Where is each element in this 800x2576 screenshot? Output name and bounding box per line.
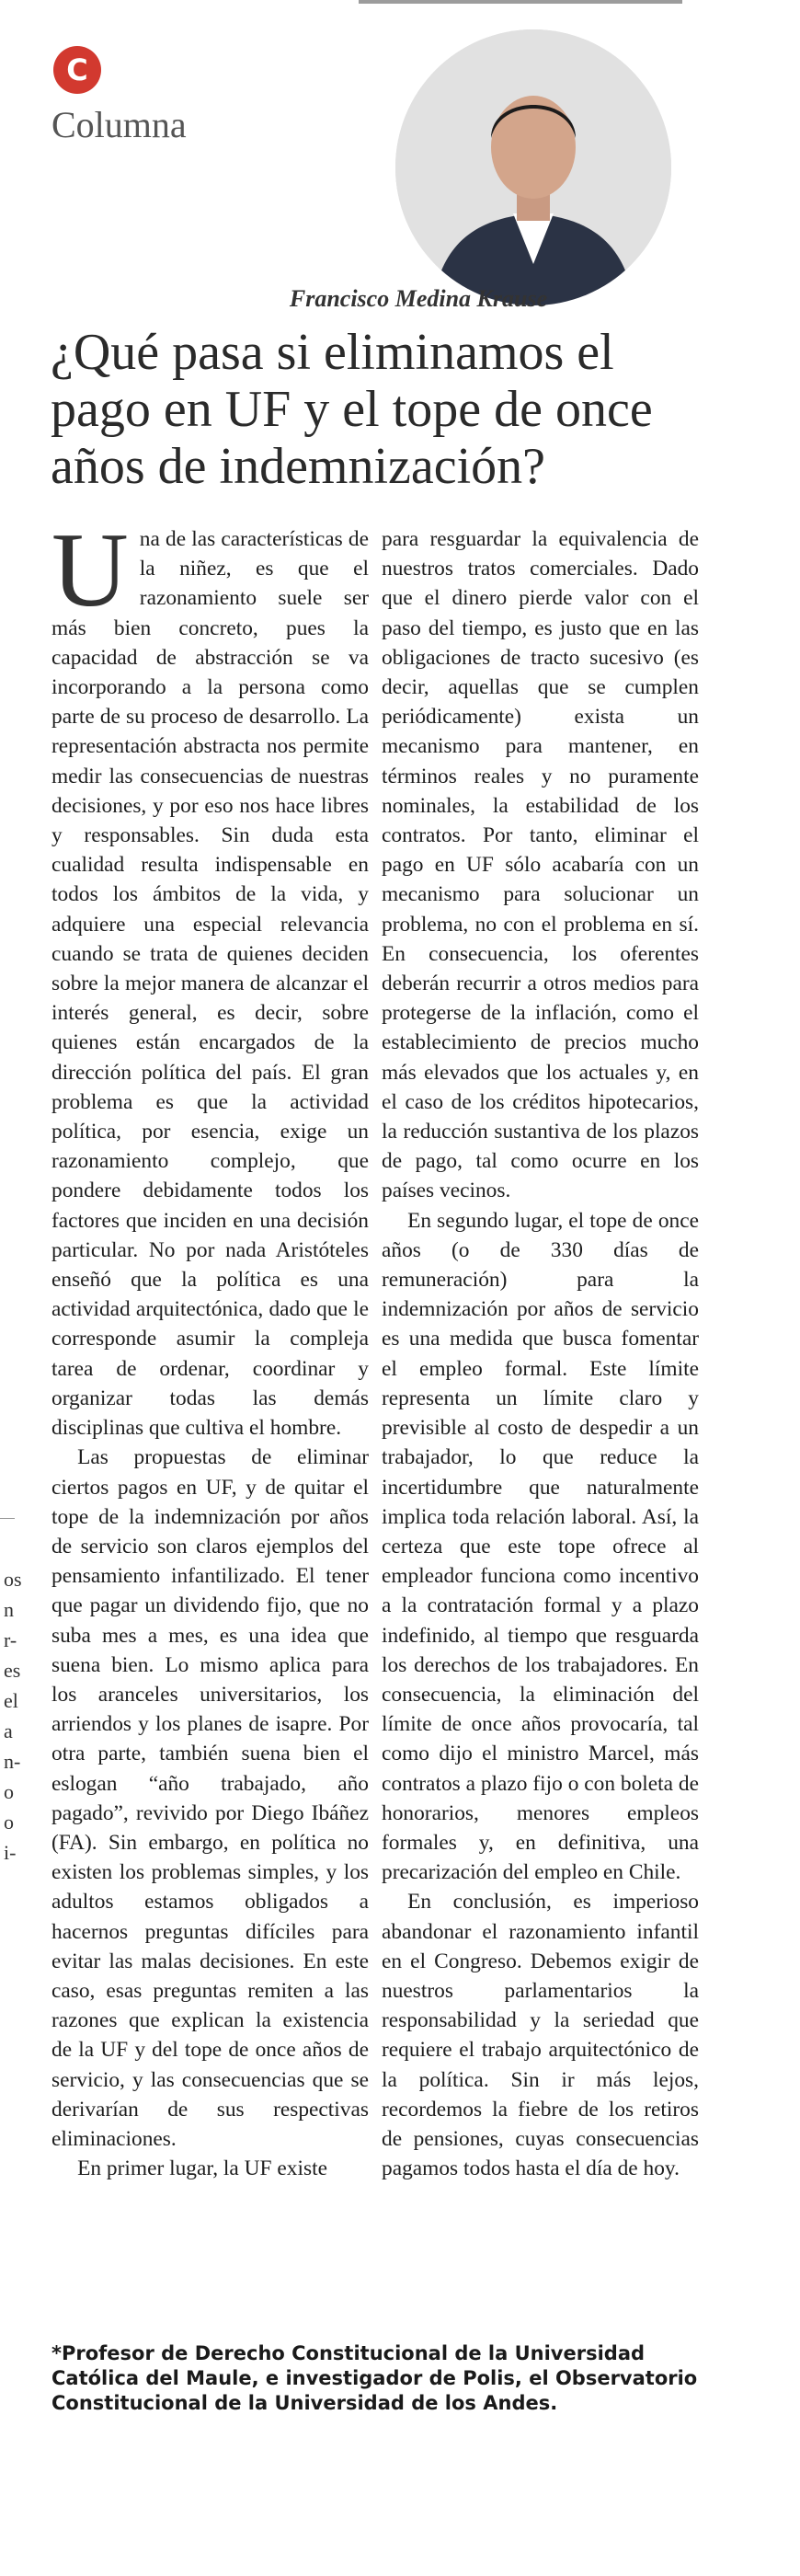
drop-cap: U	[51, 512, 129, 629]
edge-fragment: i-	[4, 1841, 17, 1864]
paragraph: Las propuestas de eliminar ciertos pagos en UF, y de quitar el tope de la indemnización por años de servicio son claros ejemplos del pensamiento infantilizado. El tener que pagar un dividendo fijo, que no suba mes a mes, es una idea que suena bien. Lo mismo aplica para los aranceles universitarios, los arriendos y los planes de isapre. Por otra parte, también suena bien el eslogan “año trabajado, año pagado”, revivido por Diego Ibáñez (FA). Sin embargo, en política no existen los problemas simples, y los adultos estamos obligados a hacernos preguntas difíciles para evitar las malas decisiones. En este caso, esas preguntas remiten a las razones que explican la existencia de la UF y del tope de once años de servicio, y las consecuencias que se derivarían de sus respectivas eliminaciones.	[51, 1445, 369, 2151]
edge-fragment: os	[4, 1568, 22, 1591]
author-photo	[395, 29, 671, 305]
section-label: Columna	[51, 104, 187, 145]
paragraph: En conclusión, es imperioso abandonar el razonamiento infantil en el Congreso. Debemos exigir de nuestros parlamentarios la responsabilidad y la seriedad que requiere el trabajo arquitectónico de la política. Sin ir más lejos, recordemos la fiebre de los retiros de pensiones, cuyas consecuencias pagamos todos hasta el día de hoy.	[382, 1890, 699, 2181]
edge-fragment: n	[4, 1598, 14, 1621]
paragraph: En segundo lugar, el tope de once años (o de 330 días de remuneración) para la indemnización por años de servicio es una medida que busca fomentar el empleo formal. Este límite representa un límite claro y previsible al costo de despedir a un trabajador, lo que reduce la incertidumbre que naturalmente implica toda relación laboral. Así, la certeza que este tope ofrece al empleador funciona como incentivo a la contratación formal y a plazo indefinido, al tiempo que resguarda los derechos de los trabajadores. En consecuencia, la eliminación del límite de once años provocaría, tal como dijo el ministro Marcel, más contratos a plazo fijo o con boleta de honorarios, menores empleos formales y, en definitiva, una precarización del empleo en Chile.	[382, 1208, 699, 1885]
edge-rule	[0, 1518, 15, 1519]
author-footnote: *Profesor de Derecho Constitucional de la Universidad Católica del Maule, e investigador de Polis, el Observatorio Constitucional de la Universidad de los Andes.	[51, 2342, 698, 2414]
column-badge: C	[53, 46, 101, 94]
body-column-right	[382, 524, 699, 2183]
edge-fragment: a	[4, 1719, 13, 1742]
author-byline: Francisco Medina Krause	[289, 285, 548, 312]
paragraph: En primer lugar, la UF existe	[77, 2156, 327, 2181]
top-rule	[359, 0, 682, 4]
edge-fragment: es	[4, 1659, 21, 1682]
edge-fragment: r-	[4, 1628, 17, 1651]
adjacent-column-fragments	[4, 1564, 22, 1868]
body-column-left	[51, 512, 369, 2183]
edge-fragment: n-	[4, 1750, 21, 1773]
paragraph: para resguardar la equivalencia de nuestros tratos comerciales. Dado que el dinero pierde valor con el paso del tiempo, es justo que en las obligaciones de tracto sucesivo (es decir, aquellas que se cumplen periódicamente) exista un mecanismo para mantener, en términos reales y no puramente nominales, la estabilidad de los contratos. Por tanto, eliminar el pago en UF sólo acabaría con un mecanismo para solucionar un problema, no con el problema en sí. En consecuencia, los oferentes deberán recurrir a otros medios para protegerse de la inflación, como el establecimiento de precios mucho más elevados que los actuales y, en el caso de los créditos hipotecarios, la reducción sustantiva de los plazos de pago, tal como ocurre en los países vecinos.	[382, 527, 699, 1203]
edge-fragment: o	[4, 1811, 14, 1834]
edge-fragment: o	[4, 1780, 14, 1803]
edge-fragment: el	[4, 1689, 18, 1712]
paragraph: Una de las características de la niñez, es que el razonamiento suele ser más bien concreto, pues la capacidad de abstracción se va incorporando a la persona como parte de su proceso de desarrollo. La representación abstracta nos permite medir las consecuencias de nuestras decisiones, y por eso nos hace libres y responsables. Sin duda esta cualidad resulta indispensable en todos los ámbitos de la vida, y adquiere una especial relevancia cuando se trata de quienes deciden sobre la mejor manera de alcanzar el interés general, es decir, sobre quienes están encargados de la dirección política del país. El gran problema es que la actividad política, por esencia, exige un razonamiento complejo, que pondere debidamente todos los factores que inciden en una decisión particular. No por nada Aristóteles enseñó que la política es una actividad arquitectónica, dado que le corresponde asumir la compleja tarea de ordenar, coordinar y organizar todas las demás disciplinas que cultiva el hombre.	[51, 512, 369, 1441]
headline: ¿Qué pasa si eliminamos el pago en UF y el tope de once años de indemnización?	[51, 324, 653, 495]
